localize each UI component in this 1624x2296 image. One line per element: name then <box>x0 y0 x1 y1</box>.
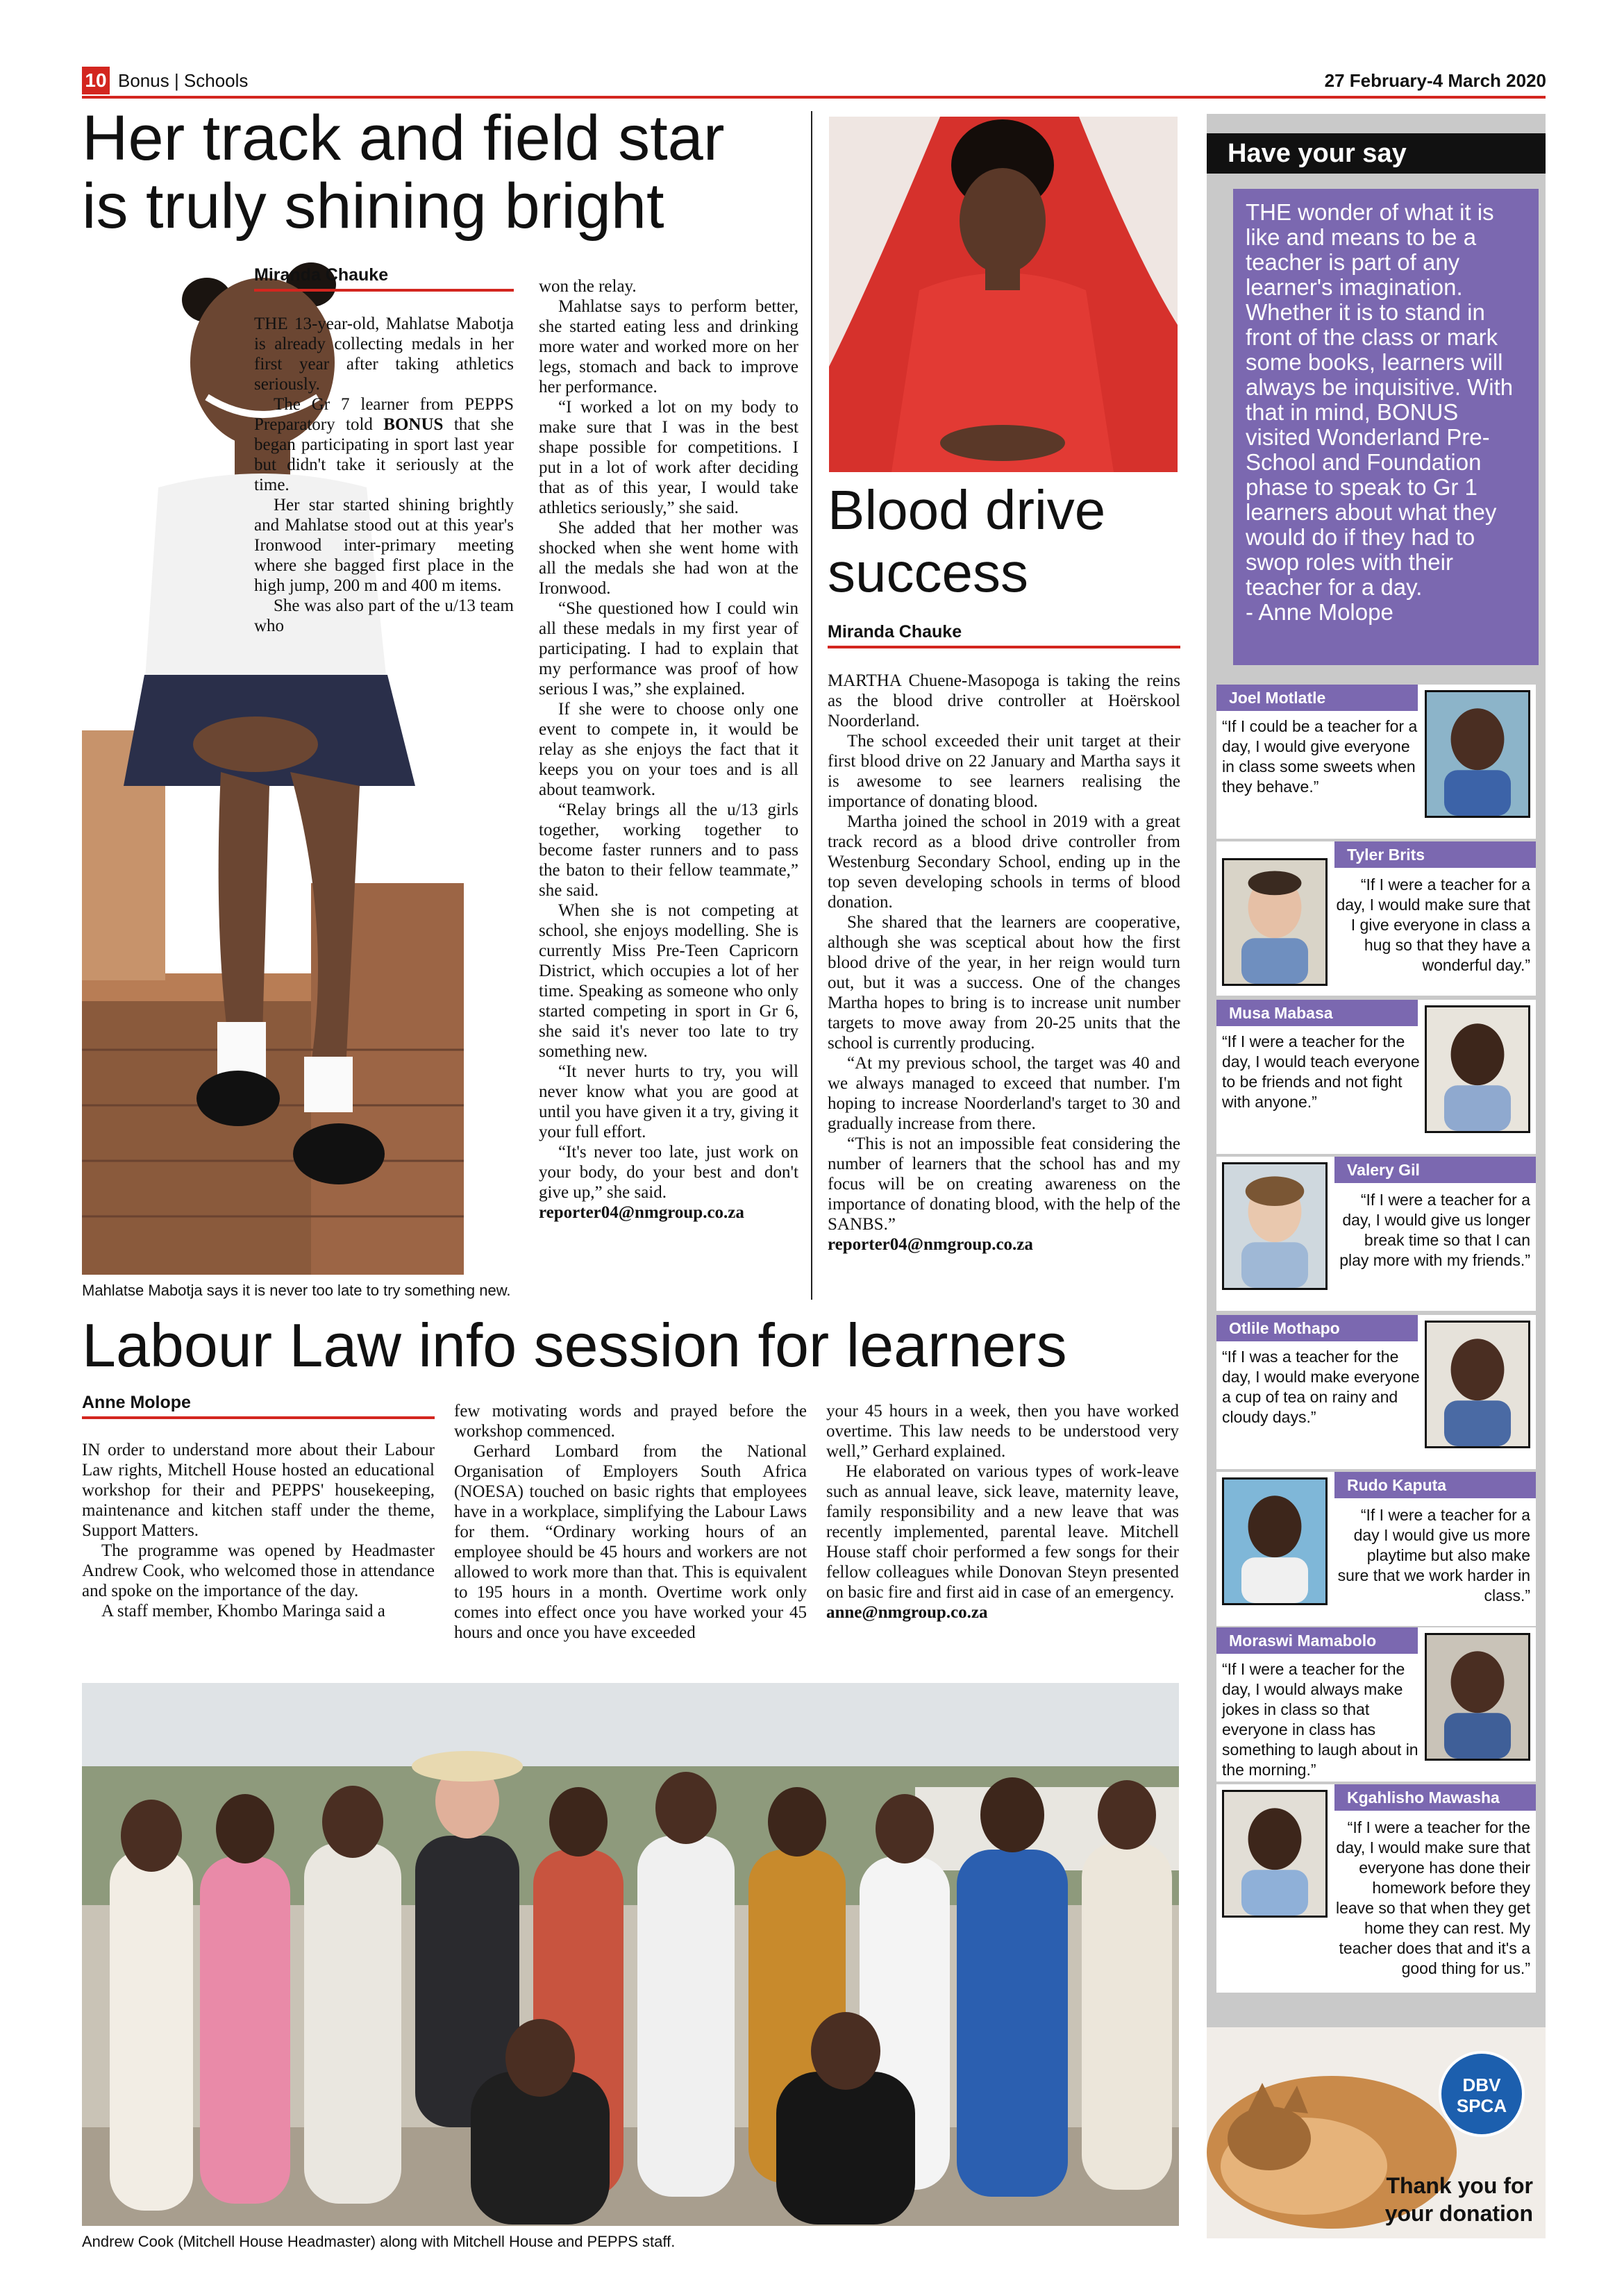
story3-column1 <box>82 1440 435 1621</box>
have-your-say-intro <box>1233 189 1539 665</box>
story1-paragraph: won the relay. <box>539 277 637 296</box>
spca-logo-line1: DBV <box>1462 2075 1501 2095</box>
story2-body <box>828 671 1180 1255</box>
story1-paragraph: “It's never too late, just work on your body, do your best and don't give up,” she said. <box>539 1143 798 1202</box>
kid-entry <box>1216 1157 1536 1318</box>
story1-headline-line1: Her track and field star <box>82 103 725 174</box>
story2-email: reporter04@nmgroup.co.za <box>828 1235 1033 1254</box>
kid-name: Tyler Brits <box>1334 841 1536 868</box>
header-rule <box>82 96 1546 99</box>
page-number: 10 <box>82 67 110 94</box>
story1-column1 <box>254 314 514 636</box>
story1-email: reporter04@nmgroup.co.za <box>539 1203 744 1222</box>
ad-thanks-line1: Thank you for <box>1386 2173 1533 2198</box>
intro-signoff: - Anne Molope <box>1246 599 1393 625</box>
story3-paragraph: your 45 hours in a week, then you have worked overtime. This law needs to be understood very well,” Gerhard explained. <box>826 1402 1179 1461</box>
kid-entry <box>1216 1784 1536 1993</box>
kid-quote: “If I were a teacher for the day, I would teach everyone to be friends and not fight with anyone.” <box>1222 1032 1420 1111</box>
photo-group-illustration <box>82 1683 1179 2226</box>
ad-thanks-line2: your donation <box>1384 2201 1533 2226</box>
kid-entry <box>1216 1315 1536 1476</box>
story1-publication-name: BONUS <box>383 415 444 434</box>
section-label: Bonus | Schools <box>118 70 249 91</box>
column-rule <box>811 111 812 1300</box>
story1-paragraph: She was also part of the u/13 team who <box>254 596 514 635</box>
kid-name: Moraswi Mamabolo <box>1216 1627 1418 1654</box>
kid-entry <box>1216 1627 1536 1788</box>
kid-quote: “If I was a teacher for the day, I would make everyone a cup of tea on rainy and cloudy days.” <box>1222 1348 1420 1426</box>
story2-byline: Miranda Chauke <box>828 622 962 642</box>
kid-photo <box>1222 1162 1328 1290</box>
kid-photo <box>1425 1005 1530 1133</box>
kid-quote: “If I could be a teacher for a day, I would give everyone in class some sweets when they behave.” <box>1222 717 1418 796</box>
story1-headline <box>82 104 724 240</box>
kid-photo-illustration <box>1224 860 1325 984</box>
story2-headline <box>828 479 1105 604</box>
kid-photo-illustration <box>1224 1164 1325 1288</box>
story3-group-photo <box>82 1683 1179 2226</box>
story3-caption: Andrew Cook (Mitchell House Headmaster) along with Mitchell House and PEPPS staff. <box>82 2233 676 2250</box>
kid-photo <box>1425 690 1530 818</box>
kid-entry <box>1216 841 1536 1003</box>
story2-paragraph: Martha joined the school in 2019 with a great track record as a blood drive controller from Westenburg Secondary School, ending up in the top seven developing schools in terms of blood donation. <box>828 812 1180 912</box>
story3-paragraph: He elaborated on various types of work-leave such as annual leave, sick leave, maternity leave, family responsibility and a new leave that was recently implemented, parental leave. Mitchell House staff choir performed a few songs for their fellow colleagues while Donovan Steyn presented on basic fire and first aid in case of an emergency. <box>826 1462 1179 1602</box>
story3-email: anne@nmgroup.co.za <box>826 1603 988 1622</box>
story1-paragraph <box>254 394 514 495</box>
story1-paragraph: “I worked a lot on my body to make sure that I was in the best shape possible for competitions. I put in a lot of work after deciding that as of this year, I would take athletics seriously,” she said. <box>539 398 798 517</box>
story1-paragraph: When she is not competing at school, she enjoys modelling. She is currently Miss Pre-Teen Capricorn District, which occupies a lot of her time. Speaking as someone who only started competing in sport in Gr 6, she said it's never too late to try something new. <box>539 901 798 1061</box>
story1-paragraph: She added that her mother was shocked when she went home with all the medals she had won at the Ironwood. <box>539 519 798 598</box>
kid-entry <box>1216 1000 1536 1161</box>
kid-photo-illustration <box>1427 692 1528 816</box>
issue-date: 27 February-4 March 2020 <box>1324 70 1546 91</box>
story2-headline-line1: Blood drive <box>828 479 1106 541</box>
photo-woman-illustration <box>829 117 1178 472</box>
kid-photo <box>1222 858 1328 986</box>
kid-name: Valery Gil <box>1334 1157 1536 1183</box>
kid-entry <box>1216 1472 1536 1633</box>
story1-text: The Gr 7 learner from PEPPS Preparatory told <box>254 395 514 434</box>
story1-paragraph: Her star started shining brightly and Mahlatse stood out at this year's Ironwood inter-primary meeting where she bagged first place in the high jump, 200 m and 400 m items. <box>254 496 514 595</box>
story1-paragraph: Mahlatse says to perform better, she started eating less and drinking more water and worked more on her legs, stomach and back to improve her performance. <box>539 297 798 396</box>
kid-quote: “If I were a teacher for the day, I would make sure that everyone has done their homework before they leave so that when they get home they can rest. My teacher does that and it's a good thing for us.” <box>1335 1818 1530 1977</box>
story1-headline-line2: is truly shining bright <box>82 171 664 242</box>
story1-column2 <box>539 276 798 1223</box>
kid-name: Joel Motlatle <box>1216 685 1418 711</box>
story2-paragraph: She shared that the learners are cooperative, although she was sceptical about how the first blood drive of the year, in her reign would turn out, but it was a success. One of the changes Martha hopes to bring is to increase unit number targets to move away from 20-25 units that the school is currently producing. <box>828 913 1180 1053</box>
story2-photo <box>829 117 1178 472</box>
kid-photo-illustration <box>1224 1480 1325 1603</box>
story2-paragraph: “At my previous school, the target was 40 and we always managed to exceed that number. I'm hoping to increase Noorderland's target to 30 and gradually increase from there. <box>828 1054 1180 1133</box>
story1-byline: Miranda Chauke <box>254 265 389 285</box>
story3-byline-rule <box>82 1416 435 1419</box>
story1-paragraph: If she were to choose only one event to compete in, it would be relay as she enjoys the fact that it keeps you on your toes and is all about teamwork. <box>539 700 798 799</box>
kid-quote: “If I were a teacher for the day, I would always make jokes in class so that everyone in class has something to laugh about in the morning.” <box>1222 1660 1418 1779</box>
kid-photo <box>1222 1477 1328 1605</box>
story1-text: that she began participating in sport last year but didn't take it seriously at the time. <box>254 415 514 494</box>
kid-name: Musa Mabasa <box>1216 1000 1418 1026</box>
kid-photo-illustration <box>1427 1323 1528 1446</box>
story3-column2 <box>454 1401 807 1643</box>
story3-paragraph: A staff member, Khombo Maringa said a <box>101 1602 385 1620</box>
spca-logo-line2: SPCA <box>1456 2095 1507 2116</box>
kid-entry <box>1216 685 1536 846</box>
story3-paragraph: IN order to understand more about their Labour Law rights, Mitchell House hosted an educational workshop for their and PEPPS' housekeeping, maintenance and kitchen staff under the theme, Support Matters. <box>82 1441 435 1540</box>
intro-text: THE wonder of what it is like and means to be a teacher is part of any learner's imagination. Whether it is to stand in front of the class or mark some books, learners will always be inquisitive. With that in mind, BONUS visited Wonderland Pre-School and Foundation phase to speak to Gr 1 learners about what they would do if they had to swop roles with their teacher for a day. <box>1246 199 1514 600</box>
ad-thanks-text <box>1385 2172 1533 2227</box>
kid-name: Kgahlisho Mawasha <box>1334 1784 1536 1811</box>
kid-quote: “If I were a teacher for a day I would give us more playtime but also make sure that we work harder in class.” <box>1337 1506 1530 1604</box>
story3-paragraph: few motivating words and prayed before the workshop commenced. <box>454 1402 807 1441</box>
story2-paragraph: “This is not an impossible feat considering the number of learners that the school has and my focus will be on creating awareness on the importance of donating blood, with the help of the SANBS.” <box>828 1134 1180 1234</box>
kid-photo <box>1425 1633 1530 1761</box>
story2-byline-rule <box>828 646 1180 648</box>
story1-paragraph: “Relay brings all the u/13 girls together, working together to become faster runners and to pass the baton to their fellow teammate,” she said. <box>539 801 798 900</box>
story2-headline-line2: success <box>828 542 1028 603</box>
spca-ad <box>1207 2027 1546 2238</box>
story3-headline: Labour Law info session for learners <box>82 1311 1067 1380</box>
story1-byline-rule <box>254 289 514 292</box>
story3-paragraph: Gerhard Lombard from the National Organisation of Employers South Africa (NOESA) touched on basic rights that employees have in a workplace, simplifying the Labour Laws for them. “Ordinary working hours of an employee should be 45 hours and workers are not allowed to work more than that. This is equivalent to 195 hours in a month. Overtime work only comes into effect once you have worked your 45 hours and once you have exceeded <box>454 1442 807 1642</box>
story3-column3 <box>826 1401 1179 1623</box>
story1-caption: Mahlatse Mabotja says it is never too late to try something new. <box>82 1282 511 1299</box>
spca-logo <box>1439 2051 1525 2137</box>
kid-photo-illustration <box>1427 1635 1528 1759</box>
kid-photo <box>1425 1321 1530 1448</box>
story3-byline: Anne Molope <box>82 1393 191 1412</box>
story1-paragraph: “She questioned how I could win all these medals in my first year of participating. I had to explain that my performance was proof of how serious I was,” she explained. <box>539 599 798 698</box>
story2-paragraph: The school exceeded their unit target at their first blood drive on 22 January and Martha says it is awesome to see learners realising the importance of donating blood. <box>828 732 1180 811</box>
kid-name: Rudo Kaputa <box>1334 1472 1536 1498</box>
kid-quote: “If I were a teacher for a day, I would give us longer break time so that I can play more with my friends.” <box>1339 1191 1530 1269</box>
story1-paragraph: THE 13-year-old, Mahlatse Mabotja is already collecting medals in her first year after taking athletics seriously. <box>254 315 514 394</box>
story1-paragraph: “It never hurts to try, you will never know what you are good at until you have given it a try, giving it your full effort. <box>539 1062 798 1141</box>
kid-name: Otlile Mothapo <box>1216 1315 1418 1341</box>
story2-paragraph: MARTHA Chuene-Masopoga is taking the reins as the blood drive controller at Hoërskool Noorderland. <box>828 671 1180 730</box>
kid-photo-illustration <box>1427 1007 1528 1131</box>
story3-paragraph: The programme was opened by Headmaster Andrew Cook, who welcomed those in attendance and spoke on the importance of the day. <box>82 1541 435 1600</box>
kid-quote: “If I were a teacher for a day, I would make sure that I give everyone in class a hug so that they have a wonderful day.” <box>1336 875 1530 974</box>
have-your-say-title: Have your say <box>1207 133 1546 174</box>
